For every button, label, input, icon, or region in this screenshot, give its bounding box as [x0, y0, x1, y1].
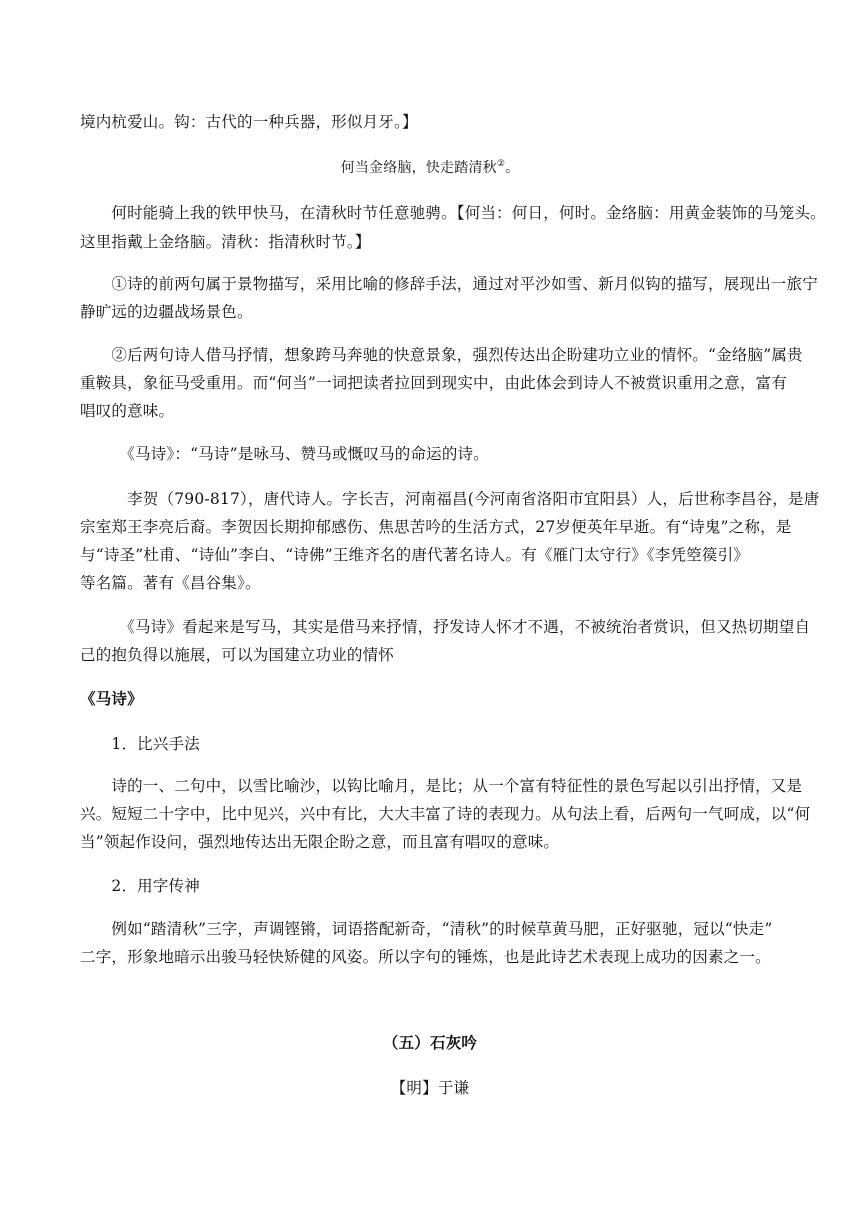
text-line: 等名篇。著有《昌谷集》。: [80, 574, 261, 592]
text-line: 何时能骑上我的铁甲快马，在清秋时节任意驰骋。【何当：何日，何时。金络脑：用黄金装饰的马笼头。: [80, 204, 826, 222]
text-line: 唱叹的意味。: [80, 402, 175, 420]
poem-punct: 。: [505, 160, 520, 176]
text-line: 《马诗》：“马诗”是咏马、赞马或慨叹马的命运的诗。: [80, 445, 489, 463]
footnote-marker: ②: [496, 159, 506, 169]
text-line: 己的抱负得以施展，可以为国建立功业的情怀: [80, 646, 395, 664]
text-line: 二字，形象地暗示出骏马轻快矫健的风姿。所以字句的锤炼，也是此诗艺术表现上成功的因素之一。: [80, 948, 771, 966]
text-line: 兴。短短二十字中，比中见兴，兴中有比，大大丰富了诗的表现力。从句法上看，后两句一气呵成，以“何: [80, 805, 811, 823]
text-line: 当”领起作设问，强烈地传达出无限企盼之意，而且富有唱叹的意味。: [80, 833, 560, 851]
poem-title: （五）石灰吟: [382, 1033, 478, 1052]
text-line: 李贺（790-817），唐代诗人。字长吉，河南福昌(今河南省洛阳市宜阳县）人，后世称李昌谷，是唐: [80, 490, 820, 508]
text-line: 例如“踏清秋”三字，声调铿锵，词语搭配新奇，“清秋”的时候草黄马肥，正好驱驰，冠以“快走”: [80, 920, 773, 938]
text-line: ①诗的前两句属于景物描写，采用比喻的修辞手法，通过对平沙如雪、新月似钩的描写，展现出一旅宁: [80, 275, 818, 293]
text-line: 宗室郑王李亮后裔。李贺因长期抑郁感伤、焦思苦吟的生活方式，27岁便英年早逝。有“诗鬼”之称，是: [80, 518, 792, 536]
subheading: 1．比兴手法: [80, 735, 200, 753]
poem-line: [0, 158, 860, 178]
text-line: 静旷远的边疆战场景色。: [80, 303, 253, 321]
text-line: 诗的一、二句中，以雪比喻沙，以钩比喻月，是比；从一个富有特征性的景色写起以引出抒情，又是: [80, 777, 803, 795]
text-line: 与“诗圣”杜甫、“诗仙”李白、“诗佛”王维齐名的唐代著名诗人。有《雁门太守行》《李凭箜篌引》: [80, 546, 749, 564]
section-heading: 《马诗》: [80, 689, 143, 708]
poem-text: 何当金络脑，快走踏清秋: [340, 160, 497, 176]
subheading: 2．用字传神: [80, 877, 200, 895]
text-line: 境内杭爱山。钩：古代的一种兵器，形似月牙。】: [80, 113, 418, 131]
text-line: ②后两句诗人借马抒情，想象跨马奔驰的快意景象，强烈传达出企盼建功立业的情怀。“金络脑”属贵: [80, 346, 803, 364]
text-line: 这里指戴上金络脑。清秋：指清秋时节。】: [80, 233, 371, 251]
text-line: 《马诗》看起来是写马，其实是借马来抒情，抒发诗人怀才不遇，不被统治者赏识，但又热切期望自: [80, 618, 811, 636]
text-line: 重鞍具，象征马受重用。而“何当”一词把读者拉回到现实中，由此体会到诗人不被赏识重用之意，富有: [80, 374, 788, 392]
poem-author: 【明】于谦: [390, 1079, 470, 1097]
